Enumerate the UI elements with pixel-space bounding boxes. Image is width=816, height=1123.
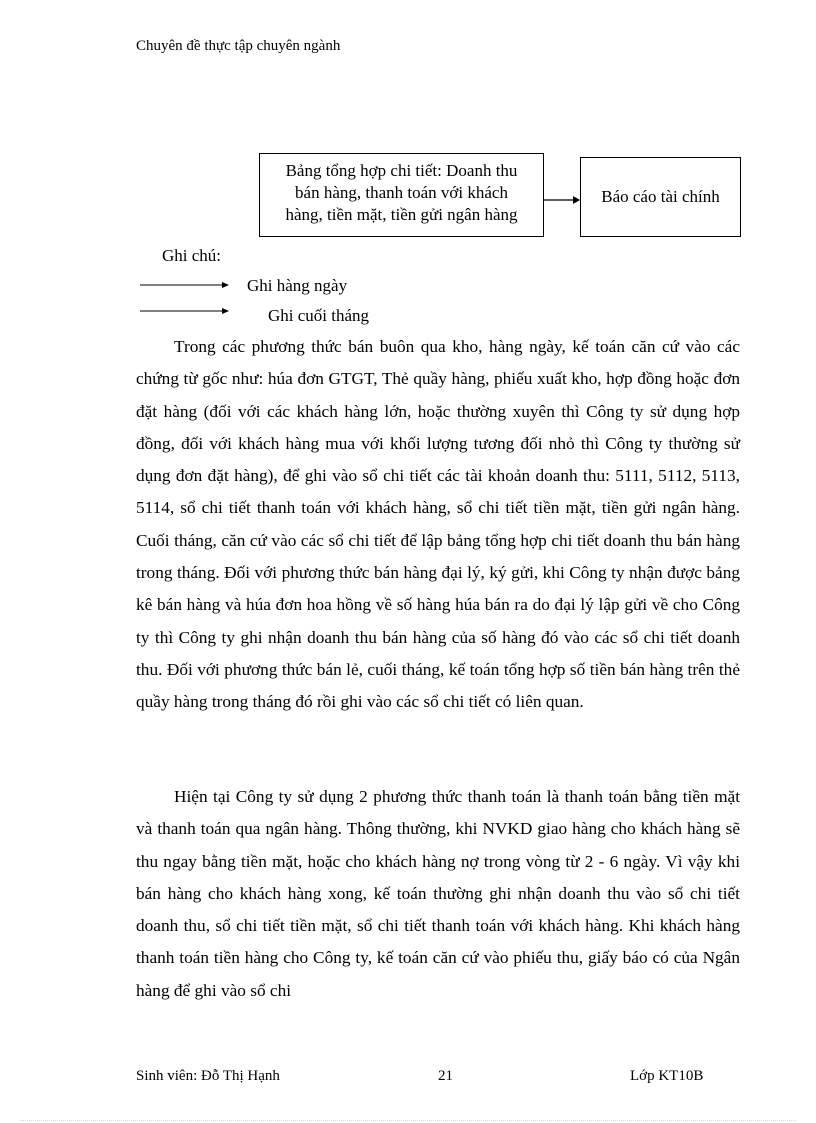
footer-page-number: 21 [438, 1068, 453, 1084]
page-header: Chuyên đề thực tập chuyên ngành [136, 38, 341, 54]
page-bottom-divider [20, 1120, 796, 1121]
body-paragraph-2 [136, 781, 740, 1007]
footer-student: Sinh viên: Đỗ Thị Hạnh [136, 1068, 280, 1084]
financial-report-label: Báo cáo tài chính [601, 187, 720, 206]
financial-report-box [580, 157, 741, 237]
legend-daily-label: Ghi hàng ngày [247, 276, 348, 295]
legend-title: Ghi chú: [162, 246, 222, 265]
legend-monthly-label: Ghi cuối tháng [268, 306, 370, 325]
daily-arrow-icon [140, 279, 232, 291]
footer-class: Lớp KT10B [630, 1068, 704, 1084]
paragraph-text: Trong các phương thức bán buôn qua kho, hàng ngày, kế toán căn cứ vào các chứng từ gốc như: húa đơn GTGT, Thẻ quầy hàng, phiếu xuất kho, hợp đồng hoặc đơn đặt hàng (đối với các khách hàng lớn, hoặc thường xuyên thì Công ty sử dụng hợp đồng, đối với khách hàng mua với khối lượng tương đối nhỏ thì Công ty thường sử dụng đơn đặt hàng), để ghi vào sổ chi tiết các tài khoản doanh thu: 5111, 5112, 5113, 5114, sổ chi tiết thanh toán với khách hàng, sổ chi tiết tiền mặt, tiền gửi ngân hàng. Cuối tháng, căn cứ vào các sổ chi tiết để lập bảng tổng hợp chi tiết doanh thu bán hàng trong tháng. Đối với phương thức bán hàng đại lý, ký gửi, khi Công ty nhận được bảng kê bán hàng và húa đơn hoa hồng về số hàng húa bán ra do đại lý lập gửi về cho Công ty thì Công ty ghi nhận doanh thu bán hàng của số hàng đó vào các sổ chi tiết doanh thu. Đối với phương thức bán lẻ, cuối tháng, kế toán tổng hợp số tiền bán hàng trên thẻ quầy hàng trong tháng đó rồi ghi vào các sổ chi tiết có liên quan. [136, 337, 740, 712]
body-paragraph-1 [136, 331, 740, 719]
summary-box-line: bán hàng, thanh toán với khách [295, 183, 508, 202]
flow-arrow-icon [544, 192, 582, 208]
monthly-arrow-icon [140, 305, 232, 317]
summary-table-box [259, 153, 544, 237]
summary-box-line: hàng, tiền mặt, tiền gửi ngân hàng [285, 205, 518, 224]
paragraph-text: Hiện tại Công ty sử dụng 2 phương thức thanh toán là thanh toán bằng tiền mặt và thanh toán qua ngân hàng. Thông thường, khi NVKD giao hàng cho khách hàng sẽ thu ngay bằng tiền mặt, hoặc cho khách hàng nợ trong vòng từ 2 - 6 ngày. Vì vậy khi bán hàng cho khách hàng xong, kế toán thường ghi nhận doanh thu vào sổ chi tiết doanh thu, sổ chi tiết tiền mặt, sổ chi tiết thanh toán với khách hàng. Khi khách hàng thanh toán tiền hàng cho Công ty, kế toán căn cứ vào phiếu thu, giấy báo có của Ngân hàng để ghi vào sổ chi [136, 787, 740, 1000]
summary-box-line: Bảng tổng hợp chi tiết: Doanh thu [285, 161, 518, 180]
